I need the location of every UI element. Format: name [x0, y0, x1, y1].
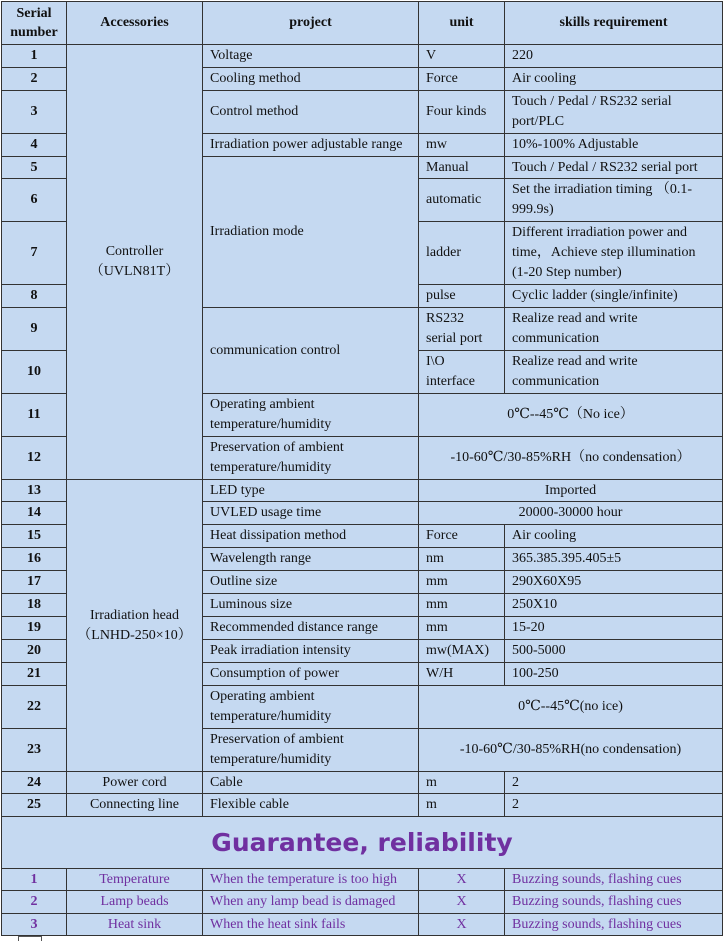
project-cell: Peak irradiation intensity	[203, 640, 419, 663]
header-serial: Serial number	[2, 2, 67, 45]
accessory-power-cord: Power cord	[67, 772, 203, 794]
header-row	[2, 2, 723, 45]
guarantee-cue: Buzzing sounds, flashing cues	[505, 891, 723, 914]
row-number: 2	[2, 68, 67, 91]
requirement-cell: Cyclic ladder (single/infinite)	[505, 285, 723, 308]
requirement-cell: 10%-100% Adjustable	[505, 134, 723, 157]
guarantee-item: Heat sink	[67, 914, 203, 936]
row-number: 14	[2, 502, 67, 525]
requirement-cell: 0℃--45℃（No ice）	[419, 394, 723, 437]
unit-cell: ladder	[419, 222, 505, 285]
spec-table	[1, 1, 723, 936]
header-skills: skills requirement	[505, 2, 723, 45]
unit-cell: mm	[419, 617, 505, 640]
unit-cell: pulse	[419, 285, 505, 308]
requirement-cell: Air cooling	[505, 525, 723, 548]
header-project: project	[203, 2, 419, 45]
row-number: 9	[2, 308, 67, 351]
row-number: 17	[2, 571, 67, 594]
guarantee-row	[2, 869, 723, 891]
project-cell: Wavelength range	[203, 548, 419, 571]
requirement-cell: 365.385.395.405±5	[505, 548, 723, 571]
cell-stub	[18, 936, 42, 941]
requirement-cell: -10-60℃/30-85%RH(no condensation)	[419, 729, 723, 772]
row-number: 5	[2, 157, 67, 179]
guarantee-mark: X	[419, 869, 505, 891]
row-number: 7	[2, 222, 67, 285]
guarantee-cue: Buzzing sounds, flashing cues	[505, 869, 723, 891]
project-cell: Consumption of power	[203, 663, 419, 686]
row-number: 25	[2, 794, 67, 817]
unit-cell: Manual	[419, 157, 505, 179]
unit-cell: Force	[419, 525, 505, 548]
accessory-controller	[67, 45, 203, 480]
row-number: 15	[2, 525, 67, 548]
unit-cell: Four kinds	[419, 91, 505, 134]
row-number: 13	[2, 480, 67, 502]
row-number: 18	[2, 594, 67, 617]
project-cell: Operating ambient temperature/humidity	[203, 394, 419, 437]
row-number: 16	[2, 548, 67, 571]
row-number: 4	[2, 134, 67, 157]
unit-cell: V	[419, 45, 505, 68]
row-number: 11	[2, 394, 67, 437]
guarantee-number: 3	[2, 914, 67, 936]
unit-cell: mw(MAX)	[419, 640, 505, 663]
requirement-cell: 290X60X95	[505, 571, 723, 594]
requirement-cell: Set the irradiation timing （0.1-999.9s)	[505, 179, 723, 222]
project-cell: Voltage	[203, 45, 419, 68]
row-number: 19	[2, 617, 67, 640]
requirement-cell: 2	[505, 794, 723, 817]
requirement-cell: Realize read and write communication	[505, 308, 723, 351]
requirement-cell: 0℃--45℃(no ice)	[419, 686, 723, 729]
row-number: 8	[2, 285, 67, 308]
unit-cell: W/H	[419, 663, 505, 686]
table-row	[2, 772, 723, 794]
accessory-model: （LNHD-250×10）	[77, 627, 192, 643]
row-number: 20	[2, 640, 67, 663]
table-row	[2, 45, 723, 68]
row-number: 6	[2, 179, 67, 222]
requirement-cell: Touch / Pedal / RS232 serial port/PLC	[505, 91, 723, 134]
header-accessories: Accessories	[67, 2, 203, 45]
requirement-cell: 15-20	[505, 617, 723, 640]
project-cell: Luminous size	[203, 594, 419, 617]
unit-cell: m	[419, 794, 505, 817]
guarantee-title: Guarantee, reliability	[2, 817, 723, 869]
row-number: 23	[2, 729, 67, 772]
accessory-model: （UVLN81T）	[89, 264, 180, 279]
project-communication-control: communication control	[203, 308, 419, 394]
unit-cell: automatic	[419, 179, 505, 222]
project-cell: Cable	[203, 772, 419, 794]
table-row	[2, 480, 723, 502]
row-number: 1	[2, 45, 67, 68]
guarantee-number: 1	[2, 869, 67, 891]
project-cell: Preservation of ambient temperature/humidity	[203, 437, 419, 480]
unit-cell: nm	[419, 548, 505, 571]
requirement-cell: Air cooling	[505, 68, 723, 91]
guarantee-item: Lamp beads	[67, 891, 203, 914]
guarantee-mark: X	[419, 891, 505, 914]
guarantee-condition: When the temperature is too high	[203, 869, 419, 891]
requirement-cell: 250X10	[505, 594, 723, 617]
requirement-cell: Imported	[419, 480, 723, 502]
guarantee-condition: When the heat sink fails	[203, 914, 419, 936]
requirement-cell: 100-250	[505, 663, 723, 686]
unit-cell: mw	[419, 134, 505, 157]
row-number: 24	[2, 772, 67, 794]
unit-cell: I\O interface	[419, 351, 505, 394]
requirement-cell: Different irradiation power and time，Achieve step illumination (1-20 Step number)	[505, 222, 723, 285]
row-number: 10	[2, 351, 67, 394]
project-cell: Operating ambient temperature/humidity	[203, 686, 419, 729]
project-cell: Irradiation power adjustable range	[203, 134, 419, 157]
project-cell: Flexible cable	[203, 794, 419, 817]
unit-cell: mm	[419, 594, 505, 617]
accessory-connecting-line: Connecting line	[67, 794, 203, 817]
accessory-irradiation-head	[67, 480, 203, 772]
project-cell: Cooling method	[203, 68, 419, 91]
requirement-cell: 500-5000	[505, 640, 723, 663]
table-row	[2, 794, 723, 817]
requirement-cell: 220	[505, 45, 723, 68]
guarantee-cue: Buzzing sounds, flashing cues	[505, 914, 723, 936]
guarantee-title-row	[2, 817, 723, 869]
guarantee-condition: When any lamp bead is damaged	[203, 891, 419, 914]
project-cell: Preservation of ambient temperature/humidity	[203, 729, 419, 772]
row-number: 12	[2, 437, 67, 480]
project-cell: UVLED usage time	[203, 502, 419, 525]
requirement-cell: 2	[505, 772, 723, 794]
requirement-cell: Realize read and write communication	[505, 351, 723, 394]
guarantee-row	[2, 891, 723, 914]
guarantee-mark: X	[419, 914, 505, 936]
unit-cell: mm	[419, 571, 505, 594]
accessory-name: Irradiation head	[89, 607, 179, 623]
project-irradiation-mode: Irradiation mode	[203, 157, 419, 308]
row-number: 22	[2, 686, 67, 729]
row-number: 3	[2, 91, 67, 134]
row-number: 21	[2, 663, 67, 686]
project-cell: LED type	[203, 480, 419, 502]
project-cell: Heat dissipation method	[203, 525, 419, 548]
unit-cell: m	[419, 772, 505, 794]
guarantee-row	[2, 914, 723, 936]
requirement-cell: 20000-30000 hour	[419, 502, 723, 525]
requirement-cell: Touch / Pedal / RS232 serial port	[505, 157, 723, 179]
guarantee-number: 2	[2, 891, 67, 914]
guarantee-item: Temperature	[67, 869, 203, 891]
project-cell: Control method	[203, 91, 419, 134]
header-unit: unit	[419, 2, 505, 45]
accessory-name: Controller	[105, 244, 164, 259]
unit-cell: Force	[419, 68, 505, 91]
project-cell: Recommended distance range	[203, 617, 419, 640]
unit-cell: RS232 serial port	[419, 308, 505, 351]
project-cell: Outline size	[203, 571, 419, 594]
requirement-cell: -10-60℃/30-85%RH（no condensation）	[419, 437, 723, 480]
